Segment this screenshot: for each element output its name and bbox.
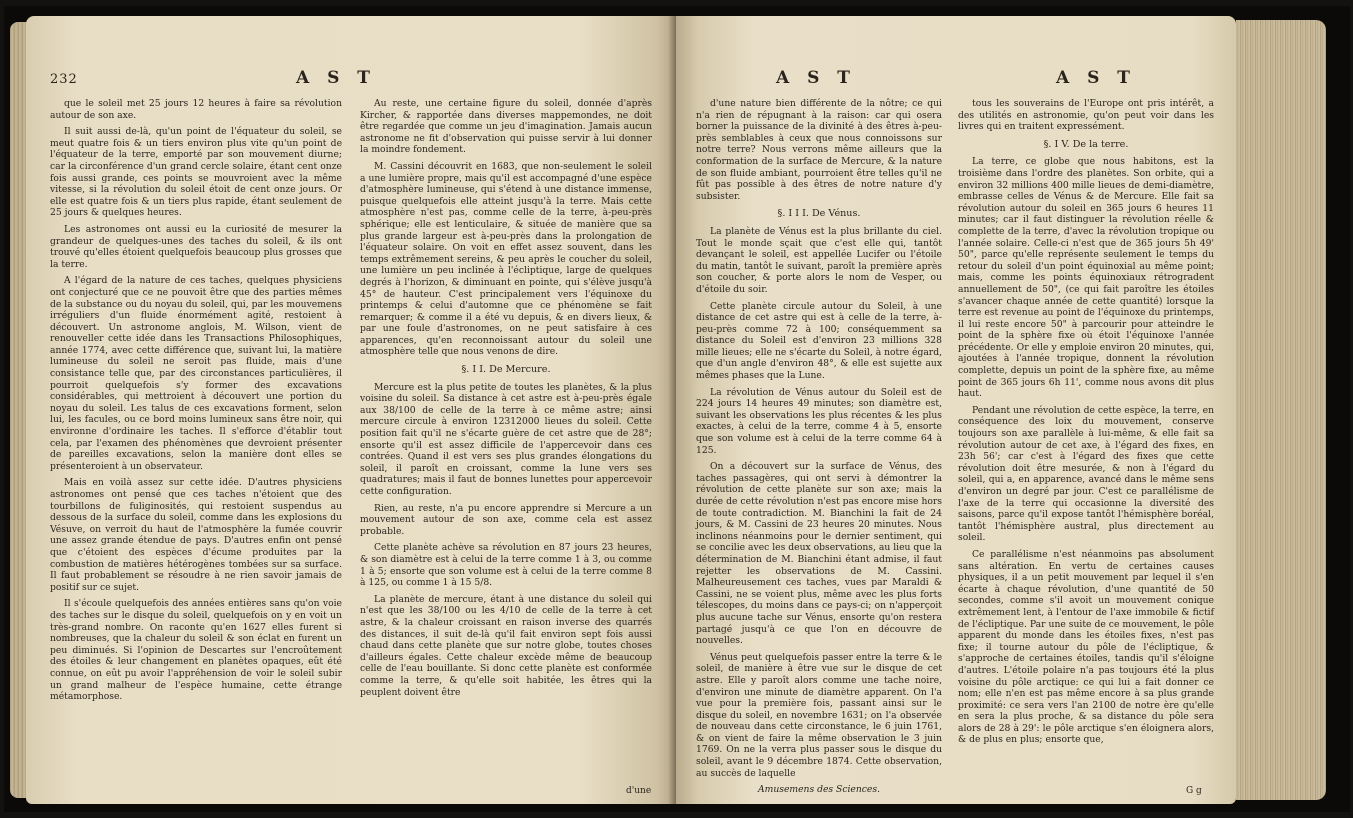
section-heading-venus: §. I I I. De Vénus. <box>777 208 861 220</box>
paragraph: La planète de mercure, étant à une distance du soleil qui n'est que les 38/100 ou les 4/10 de celle de la terre à cet astre, & la chaleur croissant en raison inverse des quarrés des distances, il suit de-là qu'il fait environ sept fois aussi chaud dans cette planète que sur notre globe, toutes choses d'ailleurs égales. Cette chaleur excède même de beaucoup celle de l'eau bouillante. Si donc cette planète est conformée comme la terre, & qu'elle soit habitée, les êtres qui la peuplent doivent être <box>360 593 652 698</box>
section-heading-mercure: §. I I. De Mercure. <box>461 364 551 376</box>
paragraph: La révolution de Vénus autour du Soleil est de 224 jours 14 heures 49 minutes; son diamètre est, suivant les observations les plus récentes & les plus exactes, à celui de la terre, comme 4 à 5, ensorte que son volume est à celui de la terre comme 64 à 125. <box>696 386 942 456</box>
left-column-2 <box>360 98 652 703</box>
paragraph: Ce parallélisme n'est néanmoins pas absolument sans altération. En vertu de certaines causes physiques, il a un petit mouvement par lequel il s'en écarte à chaque révolution, d'une quantité de 50 secondes, comme s'il avoit un mouvement conique extrêmement lent, à l'entour de l'axe immobile & fictif de l'écliptique. Par une suite de ce mouvement, le pôle apparent du monde dans les étoiles fixes, n'est pas fixe; il tourne autour du pôle de l'écliptique, & s'approche de certaines étoiles, tandis qu'il s'éloigne d'autres. L'étoile polaire n'a pas toujours été la plus voisine du pôle arctique: ce qui lui a fait donner ce nom; elle n'en est pas même encore à sa plus grande proximité: ce sera vers l'an 2100 de notre ère qu'elle en sera la plus proche, & sa distance du pôle sera alors de 28 à 29': le pôle arctique s'en éloignera alors, & de plus en plus; ensorte que, <box>958 548 1214 746</box>
running-head-left: A S T <box>296 68 376 88</box>
book-spread <box>4 6 1350 812</box>
paragraph: Vénus peut quelquefois passer entre la terre & le soleil, de manière à être vue sur le disque de cet astre. Elle y paroît alors comme une tache noire, d'environ une minute de diamètre apparent. On l'a vue pour la première fois, passant ainsi sur le disque du soleil, en novembre 1631; on l'a observée de nouveau dans cette circonstance, le 6 juin 1761, & on vient de faire la même observation le 3 juin 1769. On ne la verra plus passer sous le disque du soleil, avant le 9 décembre 1874. Cette observation, au succès de laquelle <box>696 651 942 779</box>
paragraph: Mais en voilà assez sur cette idée. D'autres physiciens astronomes ont pensé que ces taches n'étoient que des tourbillons de fuliginosités, qui restoient suspendus au dessous de la surface du soleil, comme dans les explosions du Vésuve, on verroit du haut de l'atmosphère la fumée couvrir une assez grande étendue de pays. D'autres enfin ont pensé que c'étoient des espèces d'écume produites par la combustion de matières hétérogènes tombées sur sa surface. Il faut probablement se résoudre à ne rien savoir jamais de positif sur ce sujet. <box>50 477 342 593</box>
right-column-1 <box>696 98 942 796</box>
page-number: 232 <box>50 72 78 87</box>
paragraph: Les astronomes ont aussi eu la curiosité de mesurer la grandeur de quelques-unes des taches du soleil, & ils ont trouvé qu'elles étoient quelquefois beaucoup plus grosses que la terre. <box>50 223 342 270</box>
running-head-right-2: A S T <box>1056 68 1136 88</box>
paragraph: Cette planète achève sa révolution en 87 jours 23 heures, & son diamètre est à celui de la terre comme 1 à 3, ou comme 1 à 5; ensorte que son volume est à celui de la terre comme 8 à 125, ou comme 1 à 15 5/8. <box>360 542 652 589</box>
right-page-edges <box>1236 20 1326 800</box>
paragraph: On a découvert sur la surface de Vénus, des taches passagères, qui ont servi à démontrer la révolution de cette planète sur son axe; mais la durée de cette révolution n'est pas encore mise hors de toute contradiction. M. Bianchini la fait de 24 jours, & M. Cassini de 23 heures 20 minutes. Nous inclinons néanmoins pour le dernier sentiment, qui se concilie avec les deux observations, au lieu que la détermination de M. Bianchini étant admise, il faut rejetter les observations de M. Cassini. Malheureusement ces taches, vues par Maraldi & Cassini, ne se voient plus, même avec les plus forts télescopes, du moins dans ce pays-ci; on n'apperçoit plus aucune tache sur Vénus, ensorte qu'on restera partagé jusqu'à ce que l'on en découvre de nouvelles. <box>696 461 942 647</box>
paragraph: A l'égard de la nature de ces taches, quelques physiciens ont conjecturé que ce ne pouvoit être que des parties mêmes de la substance ou du noyau du soleil, qui, par les mouvemens irréguliers d'un fluide énormément agité, restoient à découvert. Un astronome anglois, M. Wilson, vient de renouveller cette idée dans les Transactions Philosophiques, année 1774, avec cette différence que, suivant lui, la matière lumineuse du soleil ne seroit pas fluide, mais d'une consistance telle que, par des circonstances particulières, il pourroit quelquefois s'y former des excavations considérables, qui mettroient à découvert une portion du noyau du soleil. Les talus de ces excavations forment, selon lui, les facules, ou ce bord moins lumineux sans être noir, qui environne d'ordinaire les taches. Il s'efforce d'établir tout cela, par l'examen des phénomènes que devroient présenter de pareilles excavations, selon la manière dont elles se présenteroient à un observateur. <box>50 275 342 472</box>
paragraph: Pendant une révolution de cette espèce, la terre, en conséquence des loix du mouvement, conserve toujours son axe parallèle à lui-même, & elle fait sa révolution autour de cet axe, à l'égard des fixes, en 23h 56'; car c'est à l'égard des fixes que cette révolution doit être mesurée, & non à l'égard du soleil, qui a, en apparence, avancé dans le même sens d'environ un degré par jour. C'est ce parallélisme de l'axe de la terre qui occasionne la diversité des saisons, parce qu'il expose tantôt l'hémisphère boréal, tantôt l'hémisphère austral, plus directement au soleil. <box>958 404 1214 544</box>
paragraph: La terre, ce globe que nous habitons, est la troisième dans l'ordre des planètes. Son orbite, qui a environ 32 millions 400 mille lieues de demi-diamètre, embrasse celles de Vénus & de Mercure. Elle fait sa révolution autour du soleil en 365 jours 6 heures 11 minutes; car il faut distinguer la révolution réelle & complette de la terre, d'avec la révolution tropique ou l'année solaire. Celle-ci n'est que de 365 jours 5h 49' 50", parce qu'elle représente seulement le temps du retour du soleil d'un point équinoxial au même point; mais, comme les points équinoxiaux rétrogradent annuellement de 50", (ce qui fait paroître les étoiles s'avancer chaque année de cette quantité) lorsque la terre est revenue au point de l'équinoxe du printemps, il lui reste encore 50" à parcourir pour atteindre le point de la sphère fixe où étoit l'équinoxe l'année précédente. Or elle y emploie environ 20 minutes, qui, ajoutées à l'année tropique, donnent la révolution complette, depuis un point de la sphère fixe, au même point de 365 jours 6h 11', comme nous avons dit plus haut. <box>958 156 1214 400</box>
left-page <box>26 16 676 804</box>
paragraph: Mercure est la plus petite de toutes les planètes, & la plus voisine du soleil. Sa distance à cet astre est à-peu-près égale aux 38/100 de celle de la terre à ce même astre; ainsi mercure circule à environ 12312000 lieues du soleil. Cette position fait qu'il ne s'écarte guère de cet astre que de 28°; ensorte qu'il est assez difficile de l'appercevoir dans ces contrées. Quand il est vers ses plus grandes élongations du soleil, il paroît en croissant, comme la lune vers ses quadratures; mais il faut de bonnes lunettes pour appercevoir cette configuration. <box>360 381 652 497</box>
paragraph: La planète de Vénus est la plus brillante du ciel. Tout le monde sçait que c'est elle qui, tantôt devançant le soleil, est appellée Lucifer ou l'étoile du matin, tantôt le suivant, paroît la première après son coucher, & porte alors le nom de Vesper, ou d'étoile du soir. <box>696 225 942 295</box>
left-column-1 <box>50 98 342 708</box>
running-head-right-1: A S T <box>776 68 856 88</box>
paragraph: Il s'écoule quelquefois des années entières sans qu'on voie des taches sur le disque du soleil, quelquefois on y en voit un très-grand nombre. On raconte qu'en 1627 elles furent si nombreuses, que la chaleur du soleil & son éclat en furent un peu diminués. Si l'opinion de Descartes sur l'encroûtement des étoiles & leur changement en planètes opaques, eût été connue, on eût pu avoir l'appréhension de voir le soleil subir un grand malheur de l'espèce humaine, cette étrange métamorphose. <box>50 598 342 703</box>
paragraph: Au reste, une certaine figure du soleil, donnée d'après Kircher, & rapportée dans diverses mappemondes, ne doit être regardée que comme un jeu d'imagination. Jamais aucun astronome ne fit d'observation qui puisse servir à lui donner la moindre fondement. <box>360 98 652 156</box>
paragraph: Rien, au reste, n'a pu encore apprendre si Mercure a un mouvement autour de son axe, comme cela est assez probable. <box>360 502 652 537</box>
paragraph: Cette planète circule autour du Soleil, à une distance de cet astre qui est à celle de la terre, à-peu-près comme 72 à 100; conséquemment sa distance du Soleil est d'environ 23 millions 328 mille lieues; elle ne s'écarte du Soleil, à notre égard, que d'un angle d'environ 48°, & elle est sujette aux mêmes phases que la Lune. <box>696 300 942 382</box>
right-page <box>676 16 1236 804</box>
paragraph: d'une nature bien différente de la nôtre; ce qui n'a rien de répugnant à la raison: car qui osera borner la puissance de la divinité à des êtres à-peu-près semblables à ceux que nous connoissons sur notre terre? Nous verrons même ailleurs que la conformation de la surface de Mercure, & la nature de son fluide ambiant, pourroient être telles qu'il ne fût pas possible à des êtres de notre nature d'y subsister. <box>696 98 942 202</box>
section-heading-terre: §. I V. De la terre. <box>1043 138 1129 150</box>
catchword: d'une <box>626 786 652 796</box>
right-column-2 <box>958 98 1214 751</box>
signature-mark: G g <box>1186 786 1202 796</box>
paragraph: Il suit aussi de-là, qu'un point de l'équateur du soleil, se meut quatre fois & un tiers environ plus vite qu'un point de l'équateur de la terre, emporté par son mouvement diurne; car la circonférence d'un grand cercle solaire, étant cent onze fois aussi grande, ces points se mouvroient avec la même vitesse, si la révolution du soleil étoit de cent onze jours. Or elle est quatre fois & un tiers plus rapide, étant seulement de 25 jours & quelques heures. <box>50 126 342 219</box>
paragraph: M. Cassini découvrit en 1683, que non-seulement le soleil a une lumière propre, mais qu'il est accompagné d'une espèce d'atmosphère lumineuse, qui s'étend à une distance immense, puisque quelquefois elle atteint jusqu'à la terre. Mais cette atmosphère n'est pas, comme celle de la terre, à-peu-près sphérique; elle est lenticulaire, & située de manière que sa plus grande largeur est à-peu-près dans la prolongation de l'équateur solaire. On voit en effet assez souvent, dans les temps extrêmement sereins, & peu après le coucher du soleil, une lumière un peu inclinée à l'écliptique, large de quelques degrés à l'horizon, & diminuant en pointe, qui s'élève jusqu'à 45° de hauteur. C'est principalement vers l'équinoxe du printemps & celui d'automne que ce phénomène se fait remarquer; & comme il a été vu depuis, & en divers lieux, & par une foule d'astronomes, on ne peut satisfaire à ces apparences, qu'en reconnoissant autour du soleil une atmosphère telle que nous venons de dire. <box>360 160 652 358</box>
paragraph: tous les souverains de l'Europe ont pris intérêt, a des utilités en astronomie, qu'on peut voir dans les livres qui en traitent expressément. <box>958 98 1214 133</box>
paragraph: que le soleil met 25 jours 12 heures à faire sa révolution autour de son axe. <box>50 98 342 121</box>
footer-title: Amusemens des Sciences. <box>757 784 881 796</box>
